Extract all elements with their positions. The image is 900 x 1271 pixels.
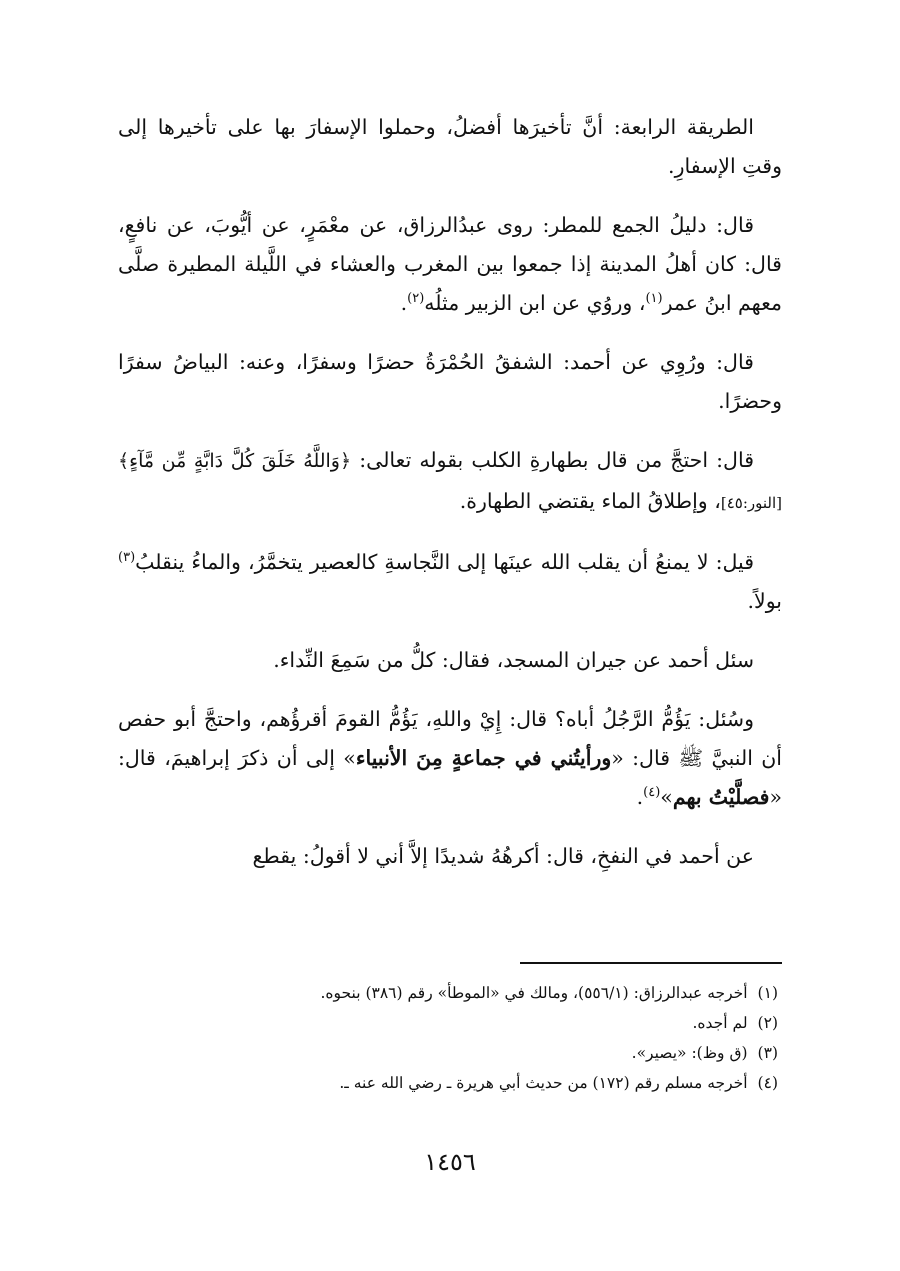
paragraph-text: ، وروُي عن ابن الزبير مثلُه (424, 291, 646, 315)
paragraph-text: . (400, 291, 408, 315)
footnote-3 (118, 1038, 782, 1068)
footnote-4 (118, 1068, 782, 1098)
paragraph-text: سئل أحمد عن جيران المسجد، فقال: كلُّ من سَمِعَ النِّداء. (273, 648, 754, 672)
paragraph-text: قال: دليلُ الجمع للمطر: روى عبدُالرزاق، عن معْمَرٍ، عن أيُّوبَ، عن نافعٍ، قال: كان أهلُ المدينة إذا جمعوا بين المغرب والعشاء في اللَّيلة المطيرة صلَّى معهم ابنُ عمر (118, 213, 782, 315)
footnote-ref-1[interactable]: (١) (645, 291, 663, 307)
footnote-number: (٣) (757, 1044, 778, 1062)
footnote-text: أخرجه مسلم رقم (١٧٢) من حديث أبي هريرة ـ رضي الله عنه ـ. (339, 1074, 748, 1092)
paragraph-text: » (660, 785, 673, 809)
footnotes (118, 978, 782, 1098)
footnote-number: (٤) (757, 1074, 778, 1092)
paragraph-text: قيل: لا يمنعُ أن يقلب الله عينَها إلى النَّجاسةِ كالعصير يتخمَّرُ، والماءُ ينقلبُ (135, 550, 754, 574)
paragraph-7 (118, 700, 782, 817)
page-number: ١٤٥٦ (424, 1148, 476, 1176)
quran-verse: ﴿وَاللَّهُ خَلَقَ كُلَّ دَابَّةٍ مِّن مَّآءٍ﴾ (118, 450, 352, 472)
paragraph-text: عن أحمد في النفخِ، قال: أكرهُهُ شديدًا إلاَّ أني لا أقولُ: يقطع (252, 844, 754, 868)
paragraph-text: وسُئل: يَؤُمُّ الرَّجُلُ أباه؟ قال: إِيْ واللهِ، يَؤُمُّ القومَ أقرؤُهم، واحتجَّ أبو حفص أن النبيَّ ﷺ قال: « (118, 707, 782, 770)
hadith-quote: فصلَّيْتُ بهم (672, 785, 770, 809)
main-text (118, 108, 782, 896)
paragraph-3 (118, 343, 782, 421)
paragraph-text: قال: ورُوِي عن أحمد: الشفقُ الحُمْرَةُ حضرًا وسفرًا، وعنه: البياضُ سفرًا وحضرًا. (118, 350, 782, 413)
footnote-2 (118, 1008, 782, 1038)
paragraph-text: » إلى أن ذكرَ إبراهيمَ، قال: « (118, 746, 782, 809)
paragraph-text: الطريقة الرابعة: أنَّ تأخيرَها أفضلُ، وحملوا الإسفارَ بها على تأخيرها إلى وقتِ الإسفارِ. (118, 115, 782, 178)
paragraph-text: بولاً. (747, 589, 782, 613)
footnote-number: (٢) (757, 1014, 778, 1032)
paragraph-5 (118, 543, 782, 621)
footnote-separator (520, 962, 782, 964)
paragraph-text: . (636, 785, 644, 809)
verse-reference: [النور:٤٥] (720, 494, 782, 512)
footnote-text: (ق وظ): «يصير». (631, 1044, 748, 1062)
paragraph-text: ، وإطلاقُ الماء يقتضي الطهارة. (459, 489, 721, 513)
footnote-1 (118, 978, 782, 1008)
paragraph-8 (118, 837, 782, 876)
paragraph-2 (118, 206, 782, 323)
footnote-text: أخرجه عبدالرزاق: (٥٥٦/١)، ومالك في «الموطأ» رقم (٣٨٦) بنحوه. (320, 984, 748, 1002)
footnote-ref-3[interactable]: (٣) (118, 550, 136, 566)
footnote-number: (١) (757, 984, 778, 1002)
paragraph-text: قال: احتجَّ من قال بطهارةِ الكلب بقوله تعالى: (351, 448, 754, 472)
paragraph-4 (118, 441, 782, 523)
footnote-text: لم أجده. (692, 1014, 748, 1032)
paragraph-1 (118, 108, 782, 186)
footnote-ref-2[interactable]: (٢) (407, 291, 425, 307)
hadith-quote: ورأيتُني في جماعةٍ مِنَ الأنبياء (355, 746, 612, 770)
paragraph-6 (118, 641, 782, 680)
footnote-ref-4[interactable]: (٤) (643, 785, 661, 801)
